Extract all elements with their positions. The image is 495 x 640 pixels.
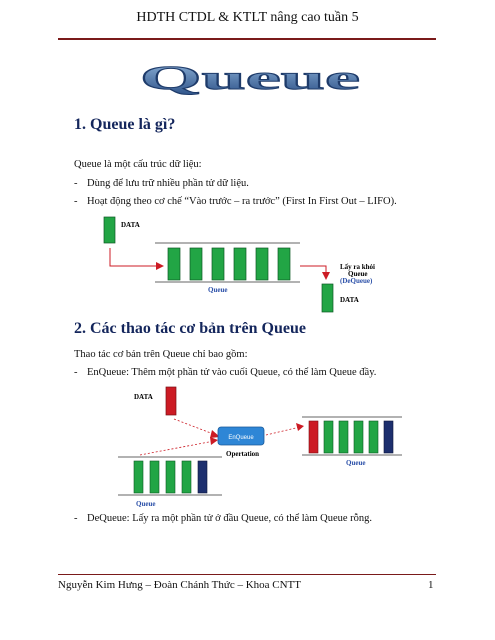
bullet-text: Hoạt động theo cơ chế “Vào trước – ra trước” (First In First Out – LIFO).: [87, 196, 397, 207]
dequeue-label-line: (DeQueue): [340, 277, 373, 285]
page-number: 1: [428, 579, 434, 591]
queue-item: [234, 248, 246, 280]
arrow-head-icon: [322, 272, 330, 280]
queue-item: [198, 461, 207, 493]
data-block: [166, 387, 176, 415]
queue-item: [182, 461, 191, 493]
dequeue-arrow: [300, 266, 326, 274]
banner-text: Queue: [140, 62, 360, 96]
queue-banner: [130, 62, 370, 101]
bullet-text: EnQueue: Thêm một phần tử vào cuối Queue, có thể làm Queue đầy.: [87, 367, 377, 378]
data-label: DATA: [134, 393, 153, 401]
dequeue-diagram: [100, 212, 420, 320]
enqueue-diagram: [110, 383, 420, 513]
dashed-arrow: [266, 427, 300, 435]
queue-item: [354, 421, 363, 453]
dequeue-label-line: Queue: [348, 270, 368, 278]
queue-item: [212, 248, 224, 280]
header-divider: [58, 38, 436, 40]
dashed-arrow: [174, 419, 216, 435]
data-label-top: DATA: [121, 221, 140, 229]
list-item: - Hoạt động theo cơ chế “Vào trước – ra trước” (First In First Out – LIFO).: [74, 196, 397, 207]
section-2-heading: 2. Các thao tác cơ bản trên Queue: [74, 320, 306, 337]
queue-label: Queue: [208, 286, 228, 294]
queue-item: [278, 248, 290, 280]
section-1-heading: 1. Queue là gì?: [74, 116, 176, 133]
queue-item: [339, 421, 348, 453]
dashed-arrow: [140, 441, 214, 455]
footer-authors: Nguyễn Kim Hưng – Đoàn Chánh Thức – Khoa CNTT: [58, 579, 301, 591]
arrow-head-icon: [296, 423, 304, 431]
list-item: - Dùng để lưu trữ nhiều phần tử dữ liệu.: [74, 178, 249, 189]
list-item: - DeQueue: Lấy ra một phần tử ở đầu Queue, có thể làm Queue rỗng.: [74, 513, 373, 524]
arrow-head-icon: [156, 262, 164, 270]
enqueue-arrow: [110, 248, 156, 266]
section-1-intro: Queue là một cấu trúc dữ liệu:: [74, 159, 202, 170]
list-item: - EnQueue: Thêm một phần tử vào cuối Queue, có thể làm Queue đầy.: [74, 367, 377, 378]
bullet-text: Dùng để lưu trữ nhiều phần tử dữ liệu.: [87, 178, 249, 189]
page-header-title: HDTH CTDL & KTLT nâng cao tuần 5: [136, 10, 359, 25]
enqueue-button-label: EnQueue: [228, 435, 254, 441]
queue-item: [168, 248, 180, 280]
queue-left-label: Queue: [136, 500, 156, 508]
section-2-intro: Thao tác cơ bản trên Queue chỉ bao gồm:: [74, 349, 248, 360]
queue-item: [166, 461, 175, 493]
queue-item: [309, 421, 318, 453]
footer-divider: [58, 574, 436, 575]
queue-item: [324, 421, 333, 453]
data-label-bottom: DATA: [340, 296, 359, 304]
queue-item: [190, 248, 202, 280]
queue-item: [150, 461, 159, 493]
queue-item: [384, 421, 393, 453]
queue-item: [134, 461, 143, 493]
dequeue-label-line: Lấy ra khỏi: [340, 263, 376, 271]
operation-label: Opertation: [226, 450, 260, 458]
data-block-out: [322, 284, 333, 312]
bullet-text: DeQueue: Lấy ra một phần tử ở đầu Queue, có thể làm Queue rỗng.: [87, 513, 373, 524]
queue-item: [369, 421, 378, 453]
queue-item: [256, 248, 268, 280]
data-block-in: [104, 217, 115, 243]
queue-right-label: Queue: [346, 459, 366, 467]
arrow-head-icon: [210, 437, 218, 445]
